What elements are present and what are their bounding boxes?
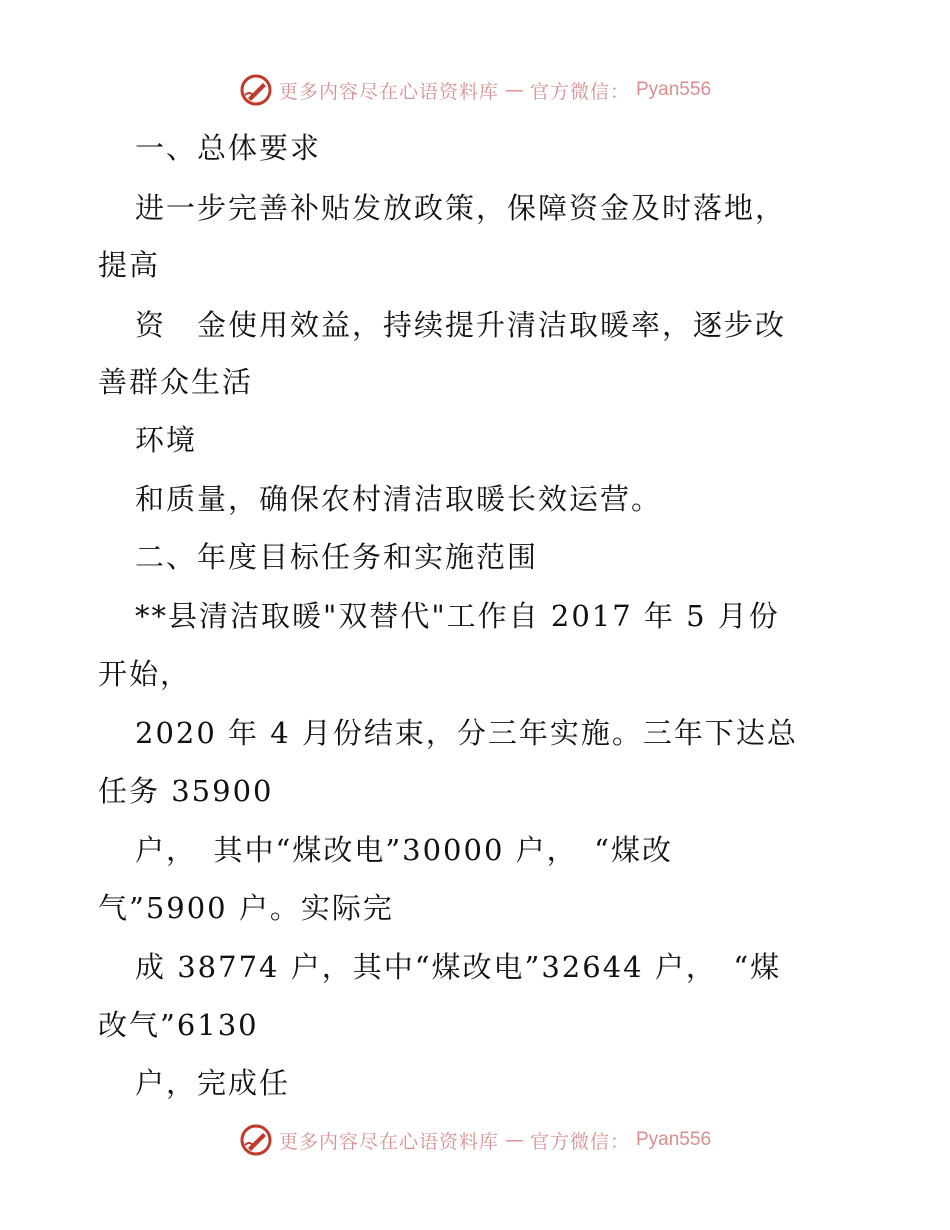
section-heading-1: 一、总体要求 — [135, 131, 322, 165]
body-line: 成 38774 户，其中“煤改电”32644 户， “煤 — [135, 950, 782, 984]
watermark-banner-top — [0, 70, 950, 110]
body-line: 任务 35900 — [98, 774, 274, 808]
watermark-label: 官方微信： — [529, 1130, 630, 1153]
body-line: 和质量，确保农村清洁取暖长效运营。 — [135, 482, 663, 516]
body-line: 提高 — [98, 248, 161, 282]
body-line: 善群众生活 — [98, 365, 254, 399]
body-line: 气”5900 户。实际完 — [98, 891, 394, 925]
section-heading-2: 二、年度目标任务和实施范围 — [135, 540, 539, 574]
quill-pen-logo-icon — [239, 1123, 273, 1157]
watermark-wechat-id: Pyan556 — [636, 79, 712, 100]
body-line: 2020 年 4 月份结束，分三年实施。三年下达总 — [135, 716, 798, 750]
quill-pen-logo-icon — [239, 73, 273, 107]
body-line: 开始， — [98, 657, 192, 691]
body-line: 进一步完善补贴发放政策，保障资金及时落地， — [135, 191, 787, 225]
body-line: 改气”6130 — [98, 1008, 259, 1042]
watermark-wechat-id: Pyan556 — [636, 1129, 712, 1150]
watermark-dash: — — [504, 1129, 524, 1151]
watermark-dash: — — [504, 79, 524, 101]
body-line: 资 金使用效益，持续提升清洁取暖率，逐步改 — [135, 308, 787, 342]
body-line: 环境 — [135, 423, 198, 457]
watermark-main-text: 更多内容尽在心语资料库 — [278, 1130, 499, 1153]
watermark-label: 官方微信： — [529, 80, 630, 103]
body-line: 户，完成任 — [135, 1066, 291, 1100]
watermark-banner-bottom — [0, 1120, 950, 1160]
body-line: **县清洁取暖"双替代"工作自 2017 年 5 月份 — [135, 599, 780, 633]
watermark-main-text: 更多内容尽在心语资料库 — [278, 80, 499, 103]
body-line: 户， 其中“煤改电”30000 户， “煤改 — [135, 833, 673, 867]
